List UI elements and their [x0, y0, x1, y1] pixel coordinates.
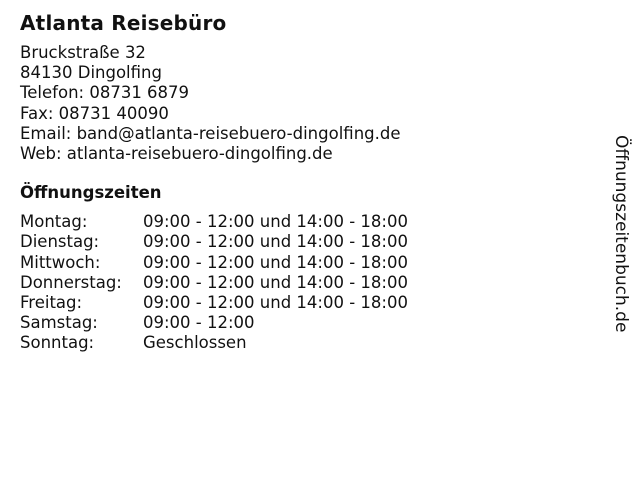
hours-row-tuesday [20, 232, 408, 252]
day-label: Sonntag: [20, 333, 95, 353]
time-value: 09:00 - 12:00 und 14:00 - 18:00 [143, 232, 408, 252]
hours-row-friday [20, 293, 408, 313]
day-label: Freitag: [20, 293, 83, 313]
postal-city: 84130 Dingolfing [20, 63, 162, 83]
time-value: 09:00 - 12:00 [143, 313, 255, 333]
hours-row-monday [20, 212, 408, 232]
day-label: Dienstag: [20, 232, 100, 252]
hours-row-saturday [20, 313, 408, 333]
time-value: 09:00 - 12:00 und 14:00 - 18:00 [143, 293, 408, 313]
hours-row-wednesday [20, 253, 408, 273]
time-value: 09:00 - 12:00 und 14:00 - 18:00 [143, 252, 408, 272]
website-line: Web: atlanta-reisebuero-dingolfing.de [20, 144, 333, 164]
business-name: Atlanta Reisebüro [20, 11, 227, 35]
day-label: Mittwoch: [20, 252, 101, 272]
hours-row-sunday [20, 333, 408, 353]
day-label: Donnerstag: [20, 272, 122, 292]
contact-block [20, 43, 580, 164]
opening-hours-title: Öffnungszeiten [20, 183, 162, 203]
day-label: Samstag: [20, 313, 98, 333]
day-label: Montag: [20, 212, 88, 232]
street-address: Bruckstraße 32 [20, 43, 146, 62]
time-value: 09:00 - 12:00 und 14:00 - 18:00 [143, 212, 408, 232]
time-value: Geschlossen [143, 333, 247, 353]
hours-row-thursday [20, 273, 408, 293]
business-card [20, 10, 580, 354]
email-line: Email: band@atlanta-reisebuero-dingolfing.de [20, 123, 401, 143]
opening-hours-table [20, 212, 408, 353]
brand-watermark: Öffnungszeitenbuch.de [611, 135, 631, 333]
phone-line: Telefon: 08731 6879 [20, 83, 190, 103]
fax-line: Fax: 08731 40090 [20, 103, 169, 123]
time-value: 09:00 - 12:00 und 14:00 - 18:00 [143, 272, 408, 292]
